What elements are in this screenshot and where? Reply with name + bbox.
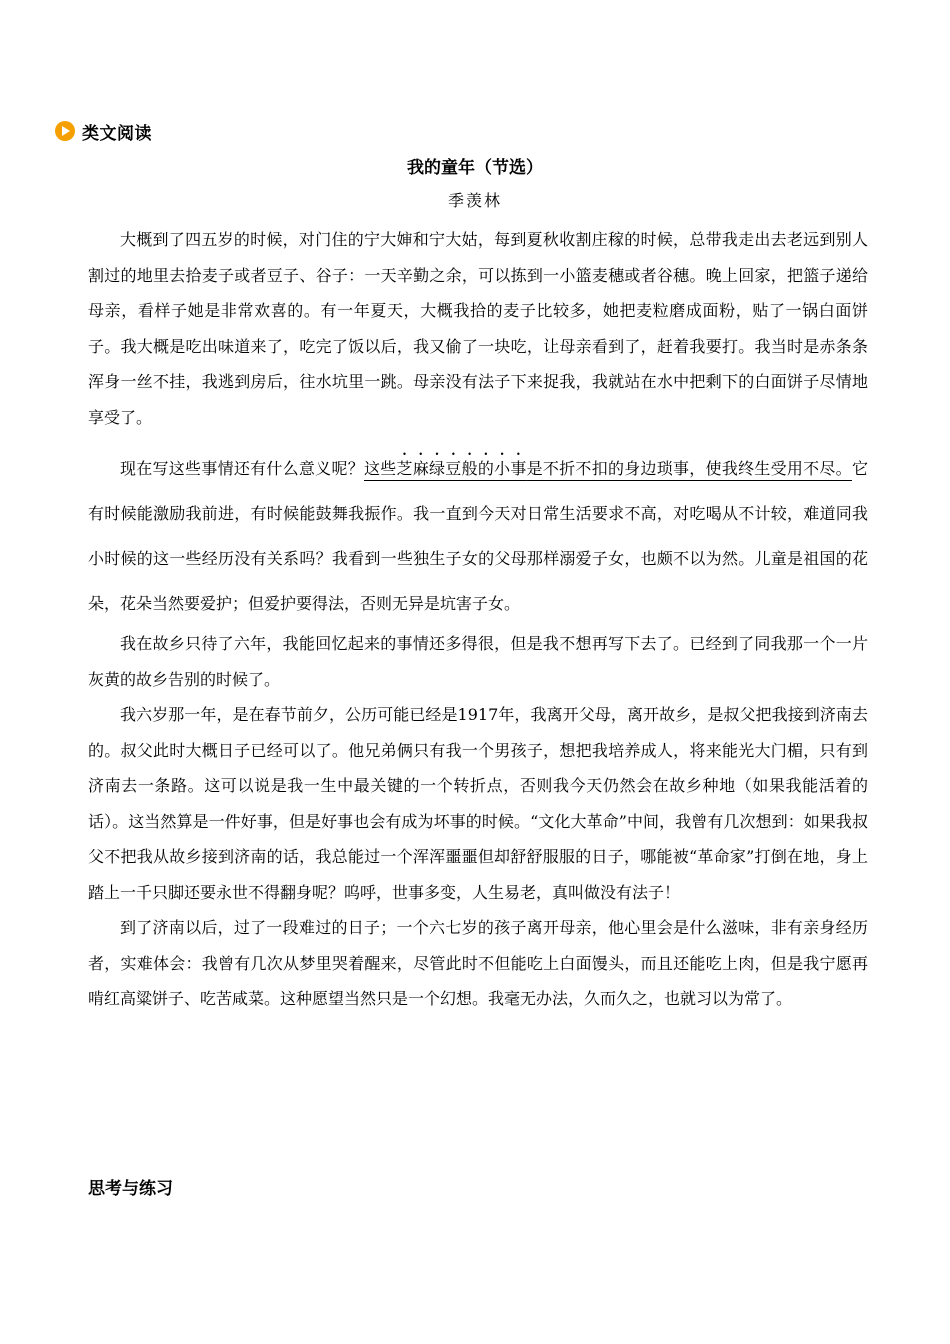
- paragraph-4: 我六岁那一年，是在春节前夕，公历可能已经是1917年，我离开父母，离开故乡，是叔父把我接到济南去的。叔父此时大概日子已经可以了。他兄弟俩只有我一个男孩子，想把我培养成人，将来能光大门楣，只有到济南去一条路。这可以说是我一生中最关键的一个转折点，否则我今天仍然会在故乡种地（如果我能活着的话）。这当然算是一件好事，但是好事也会有成为坏事的时候。“文化大革命”中间，我曾有几次想到：如果我叔父不把我从故乡接到济南的话，我总能过一个浑浑噩噩但却舒舒服服的日子，哪能被“革命家”打倒在地，身上踏上一千只脚还要永世不得翻身呢？呜呼，世事多变，人生易老，真叫做没有法子！: [88, 705, 868, 902]
- paragraph-2-rest: 它有时候能激励我前进，有时候能鼓舞我振作。我一直到今天对日常生活要求不高，对吃喝从不计较，难道同我小时候的这一些经历没有关系吗？我看到一些独生子女的父母那样溺爱子女，也颇不以为然。儿童是祖国的花朵，花朵当然要爱护；但爱护要得法，否则无异是坑害子女。: [88, 459, 868, 613]
- article-author: 季羡林: [447, 191, 502, 210]
- underlined-post: 是不折不扣的身边琐事，使我终生受用不尽。: [526, 459, 852, 478]
- emphasis-dotted-phrase: 芝麻绿豆般的小事: [396, 459, 527, 478]
- paragraph-1: 大概到了四五岁的时候，对门住的宁大婶和宁大姑，每到夏秋收割庄稼的时候，总带我走出去老远到别人割过的地里去拾麦子或者豆子、谷子：一天辛勤之余，可以拣到一小篮麦穗或者谷穗。晚上回家，把篮子递给母亲，看样子她是非常欢喜的。有一年夏天，大概我拾的麦子比较多，她把麦粒磨成面粉，贴了一锅白面饼子。我大概是吃出味道来了，吃完了饭以后，我又偷了一块吃，让母亲看到了，赶着我要打。我当时是赤条条浑身一丝不挂，我逃到房后，往水坑里一跳。母亲没有法子下来捉我，我就站在水中把剩下的白面饼子尽情地享受了。: [88, 230, 868, 427]
- section-header: [54, 116, 152, 146]
- play-icon: [54, 120, 76, 142]
- underlined-sentence: [364, 459, 852, 478]
- underlined-pre: 这些: [363, 459, 397, 478]
- paragraph-5: 到了济南以后，过了一段难过的日子；一个六七岁的孩子离开母亲，他心里会是什么滋味，非有亲身经历者，实难体会：我曾有几次从梦里哭着醒来，尽管此时不但能吃上白面馒头，而且还能吃上肉，但是我宁愿再啃红高粱饼子、吃苦咸菜。这种愿望当然只是一个幻想。我毫无办法，久而久之，也就习以为常了。: [88, 918, 868, 1008]
- section-title: 类文阅读: [82, 123, 152, 144]
- paragraph-2-lead: 现在写这些事情还有什么意义呢？: [120, 459, 364, 478]
- article-body: [88, 222, 868, 1017]
- paragraph-2: [88, 446, 868, 626]
- paragraph-3: 我在故乡只待了六年，我能回忆起来的事情还多得很，但是我不想再写下去了。已经到了同我那一个一片灰黄的故乡告别的时候了。: [88, 634, 868, 689]
- article-title: 我的童年（节选）: [407, 158, 543, 178]
- exercise-heading: 思考与练习: [88, 1179, 173, 1199]
